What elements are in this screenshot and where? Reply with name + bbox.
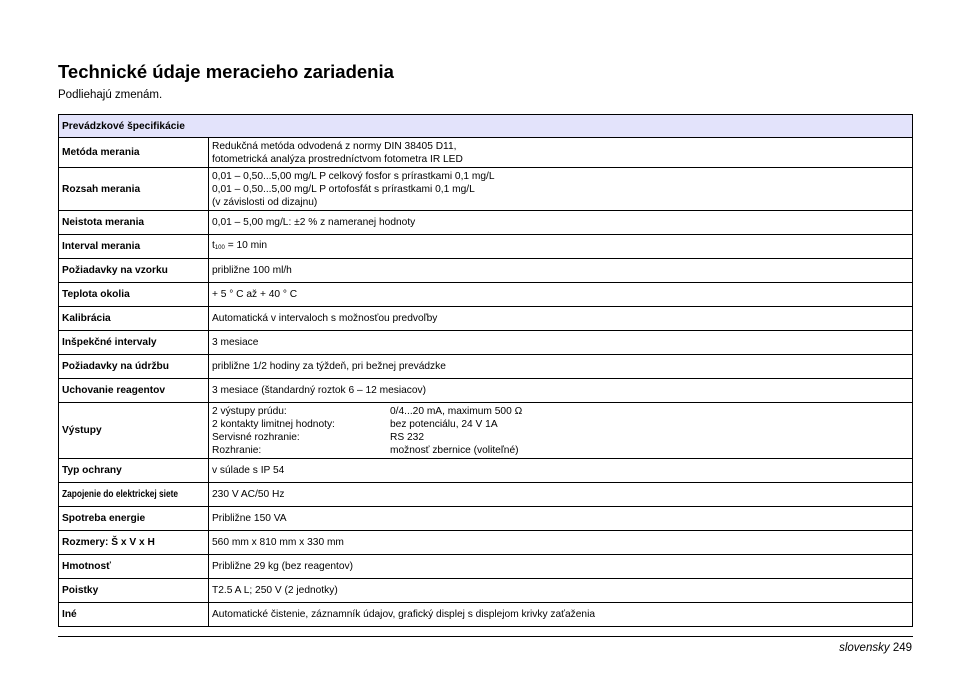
- row-value: Automatická v intervaloch s možnosťou predvoľby: [209, 307, 913, 331]
- row-label: Iné: [59, 603, 209, 627]
- output-name: 2 kontakty limitnej hodnoty:: [212, 418, 335, 430]
- page-title: Technické údaje meracieho zariadenia: [58, 61, 394, 82]
- row-label-text: Zapojenie do elektrickej siete: [62, 489, 179, 500]
- table-row: [59, 507, 913, 531]
- row-label: Kalibrácia: [59, 307, 209, 331]
- value-line: (v závislosti od dizajnu): [212, 196, 318, 208]
- table-row: [59, 307, 913, 331]
- row-value: [209, 138, 913, 168]
- table-row: [59, 459, 913, 483]
- row-label: Poistky: [59, 579, 209, 603]
- table-row: [59, 483, 913, 507]
- page-number: 249: [892, 642, 912, 654]
- interval-symbol: t: [212, 239, 215, 251]
- table-row: [59, 603, 913, 627]
- page-footer: [839, 642, 912, 654]
- table-row: [59, 579, 913, 603]
- output-value: bez potenciálu, 24 V 1A: [390, 418, 498, 430]
- output-name: Rozhranie:: [212, 444, 262, 456]
- table-row: [59, 235, 913, 259]
- page-subtitle: Podliehajú zmenám.: [58, 89, 163, 101]
- row-label: Spotreba energie: [59, 507, 209, 531]
- output-name: 2 výstupy prúdu:: [212, 405, 287, 417]
- row-value: približne 1/2 hodiny za týždeň, pri bežnej prevádzke: [209, 355, 913, 379]
- row-label: Uchovanie reagentov: [59, 379, 209, 403]
- row-value: v súlade s IP 54: [209, 459, 913, 483]
- row-label: Inšpekčné intervaly: [59, 331, 209, 355]
- specifications-table: [58, 114, 913, 627]
- row-value: Približne 29 kg (bez reagentov): [209, 555, 913, 579]
- row-label: Výstupy: [59, 403, 209, 459]
- row-value: Približne 150 VA: [209, 507, 913, 531]
- footer-language: slovensky: [839, 642, 890, 654]
- table-row: [59, 379, 913, 403]
- row-value: 3 mesiace (štandardný roztok 6 – 12 mesiacov): [209, 379, 913, 403]
- row-value: 230 V AC/50 Hz: [209, 483, 913, 507]
- outputs-grid: [212, 405, 909, 457]
- row-value: Automatické čistenie, záznamník údajov, grafický displej s displejom krivky zaťaženia: [209, 603, 913, 627]
- row-value: T2.5 A L; 250 V (2 jednotky): [209, 579, 913, 603]
- row-value: 3 mesiace: [209, 331, 913, 355]
- output-value: 0/4...20 mA, maximum 500 Ω: [390, 405, 523, 417]
- row-label: Neistota merania: [59, 211, 209, 235]
- row-label: [59, 483, 209, 507]
- table-header-row: [59, 115, 913, 138]
- footer-divider: [58, 636, 913, 637]
- row-label: Hmotnosť: [59, 555, 209, 579]
- value-line: Redukčná metóda odvodená z normy DIN 38405 D11,: [212, 140, 457, 152]
- interval-value: = 10 min: [224, 239, 268, 251]
- table-row: [59, 331, 913, 355]
- table-row: [59, 168, 913, 211]
- output-value: možnosť zbernice (voliteľné): [390, 444, 519, 456]
- row-value: približne 100 ml/h: [209, 259, 913, 283]
- output-value: RS 232: [390, 431, 424, 443]
- row-label: Rozsah merania: [59, 168, 209, 211]
- value-line: 0,01 – 0,50...5,00 mg/L P ortofosfát s prírastkami 0,1 mg/L: [212, 183, 475, 195]
- row-label: Typ ochrany: [59, 459, 209, 483]
- table-header: Prevádzkové špecifikácie: [59, 115, 913, 138]
- row-value: [209, 168, 913, 211]
- table-row: [59, 355, 913, 379]
- row-value: 0,01 – 5,00 mg/L: ±2 % z nameranej hodnoty: [209, 211, 913, 235]
- output-name: Servisné rozhranie:: [212, 431, 300, 443]
- row-value: [209, 403, 913, 459]
- row-value: + 5 ° C až + 40 ° C: [209, 283, 913, 307]
- row-label: Požiadavky na údržbu: [59, 355, 209, 379]
- row-label: Interval merania: [59, 235, 209, 259]
- row-label: Rozmery: Š x V x H: [59, 531, 209, 555]
- table-row: [59, 211, 913, 235]
- row-value: 560 mm x 810 mm x 330 mm: [209, 531, 913, 555]
- row-label: Teplota okolia: [59, 283, 209, 307]
- row-label: Požiadavky na vzorku: [59, 259, 209, 283]
- value-line: 0,01 – 0,50...5,00 mg/L P celkový fosfor s prírastkami 0,1 mg/L: [212, 170, 495, 182]
- row-label: Metóda merania: [59, 138, 209, 168]
- table-row: [59, 259, 913, 283]
- value-line: fotometrická analýza prostredníctvom fotometra IR LED: [212, 153, 463, 165]
- table-row: [59, 138, 913, 168]
- table-row: [59, 403, 913, 459]
- table-row: [59, 283, 913, 307]
- row-value: [209, 235, 913, 259]
- table-row: [59, 531, 913, 555]
- table-row: [59, 555, 913, 579]
- interval-subscript: 100: [214, 244, 225, 251]
